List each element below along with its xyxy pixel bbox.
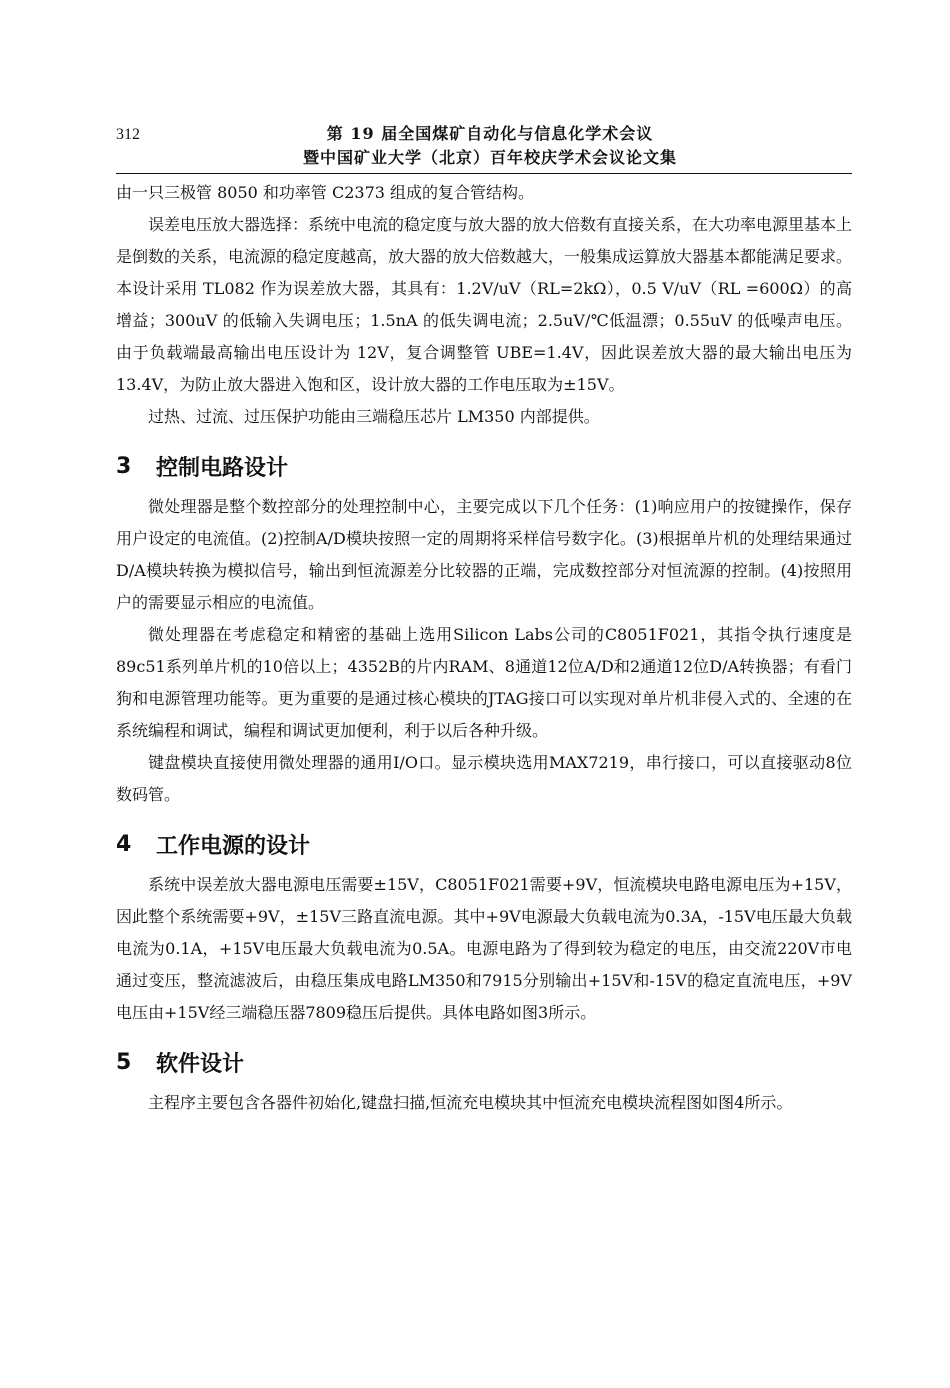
- running-header-line2: 暨中国矿业大学（北京）百年校庆学术会议论文集: [302, 148, 677, 167]
- header-rule: [116, 173, 852, 174]
- section-heading-3: [116, 451, 852, 481]
- paragraph: 微处理器在考虑稳定和精密的基础上选用Silicon Labs公司的C8051F021，其指令执行速度是89c51系列单片机的10倍以上；4352B的片内RAM、8通道12位A/D和2通道12位D/A转换器；有看门狗和电源管理功能等。更为重要的是通过核心模块的JTAG接口可以实现对单片机非侵入式的、全速的在系统编程和调试，编程和调试更加便利，利于以后各种升级。: [116, 625, 852, 740]
- section-title: 工作电源的设计: [156, 833, 311, 859]
- section-number: 5: [116, 1049, 132, 1075]
- paragraph: 微处理器是整个数控部分的处理控制中心，主要完成以下几个任务：(1)响应用户的按键操作，保存用户设定的电流值。(2)控制A/D模块按照一定的周期将采样信号数字化。(3)根据单片机的处理结果通过D/A模块转换为模拟信号，输出到恒流源差分比较器的正端，完成数控部分对恒流源的控制。(4)按照用户的需要显示相应的电流值。: [116, 497, 852, 612]
- paragraph: 系统中误差放大器电源电压需要±15V，C8051F021需要+9V，恒流模块电路电源电压为+15V，因此整个系统需要+9V，±15V三路直流电源。其中+9V电源最大负载电流为0.3A，-15V电压最大负载电流为0.1A，+15V电压最大负载电流为0.5A。电源电路为了得到较为稳定的电压，由交流220V市电通过变压，整流滤波后，由稳压集成电路LM350和7915分别输出+15V和-15V的稳定直流电压，+9V电压由+15V经三端稳压器7809稳压后提供。具体电路如图3所示。: [116, 875, 852, 1022]
- page-number: 312: [116, 126, 140, 143]
- paragraph: 过热、过流、过压保护功能由三端稳压芯片 LM350 内部提供。: [148, 407, 600, 426]
- section-heading-4: [116, 829, 852, 859]
- paragraph: 误差电压放大器选择：系统中电流的稳定度与放大器的放大倍数有直接关系，在大功率电源里基本上是倒数的关系，电流源的稳定度越高，放大器的放大倍数越大，一般集成运算放大器基本都能满足要求。本设计采用 TL082 作为误差放大器，其具有：1.2V/uV（RL=2kΩ），0.5 V/uV（RL =600Ω）的高增益；300uV 的低输入失调电压；1.5nA 的低失调电流；2.5uV/℃低温漂；0.55uV 的低噪声电压。由于负载端最高输出电压设计为 12V，复合调整管 UBE=1.4V，因此误差放大器的最大输出电压为 13.4V，为防止放大器进入饱和区，设计放大器的工作电压取为±15V。: [116, 215, 853, 394]
- section-title: 控制电路设计: [156, 455, 289, 481]
- page-content: [116, 177, 852, 1119]
- paragraph: 键盘模块直接使用微处理器的通用I/O口。显示模块选用MAX7219，串行接口，可以直接驱动8位数码管。: [116, 753, 852, 804]
- section-heading-5: [116, 1047, 852, 1077]
- section-title: 软件设计: [156, 1051, 245, 1077]
- paragraph: 主程序主要包含各器件初始化,键盘扫描,恒流充电模块其中恒流充电模块流程图如图4所示。: [148, 1093, 793, 1112]
- section-number: 3: [116, 453, 132, 479]
- running-header-line1: 第 19 届全国煤矿自动化与信息化学术会议: [326, 124, 654, 143]
- section-number: 4: [116, 831, 132, 857]
- paragraph: 由一只三极管 8050 和功率管 C2373 组成的复合管结构。: [116, 183, 535, 202]
